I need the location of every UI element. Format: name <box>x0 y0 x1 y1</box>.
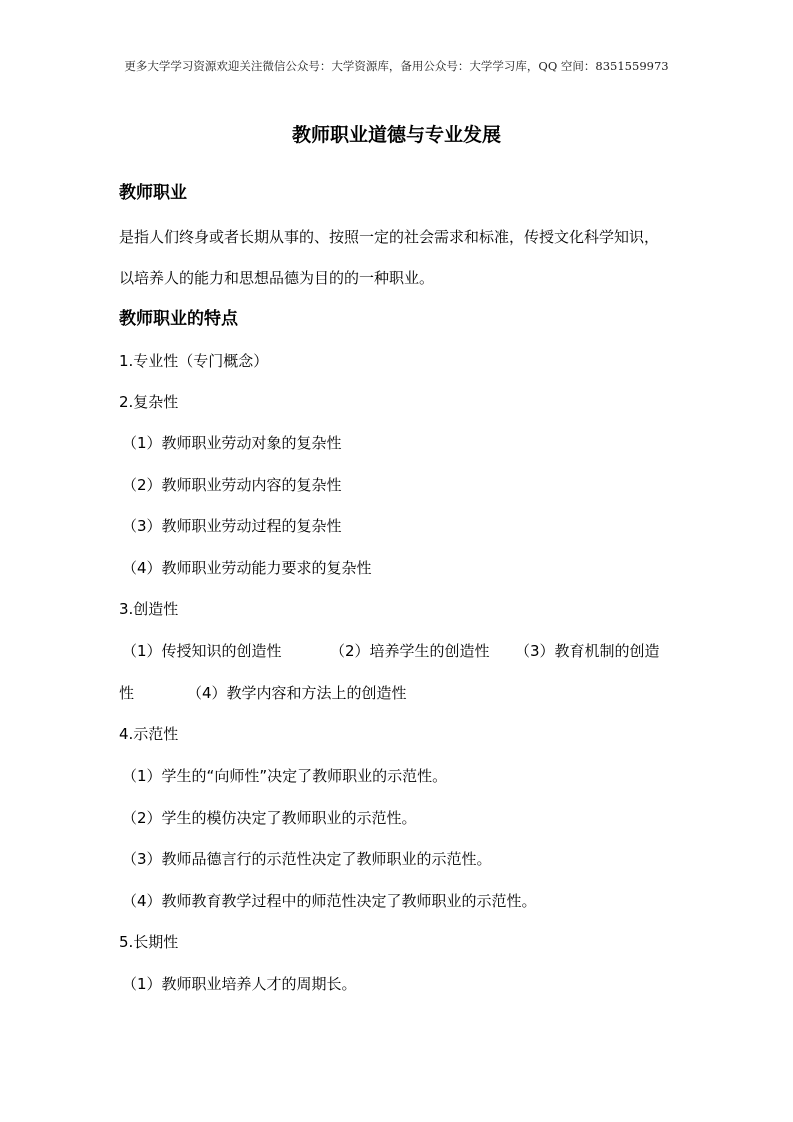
list-item: （3）教师品德言行的示范性决定了教师职业的示范性。 <box>122 850 492 868</box>
list-item: （4）教师职业劳动能力要求的复杂性 <box>122 559 372 577</box>
list-item: （1）教师职业劳动对象的复杂性 <box>122 434 342 452</box>
list-item: （3）教师职业劳动过程的复杂性 <box>122 517 342 535</box>
list-item: （2）学生的模仿决定了教师职业的示范性。 <box>122 809 417 827</box>
list-item: （2）教师职业劳动内容的复杂性 <box>122 476 342 494</box>
list-item: 4.示范性 <box>119 725 179 743</box>
list-item: （1）教师职业培养人才的周期长。 <box>122 975 357 993</box>
list-item: （3）教育机制的创造 <box>515 642 660 660</box>
list-item: （4）教师教育教学过程中的师范性决定了教师职业的示范性。 <box>122 892 537 910</box>
section-heading: 教师职业的特点 <box>119 309 238 329</box>
list-item: 性 <box>119 684 135 702</box>
list-item: （1）传授知识的创造性 <box>122 642 282 660</box>
document-title: 教师职业道德与专业发展 <box>291 124 501 146</box>
list-item: （2）培养学生的创造性 <box>330 642 490 660</box>
section-heading: 教师职业 <box>119 183 187 203</box>
paragraph-line: 是指人们终身或者长期从事的、按照一定的社会需求和标准，传授文化科学知识， <box>119 228 660 246</box>
list-item: （4）教学内容和方法上的创造性 <box>187 684 407 702</box>
list-item: （1）学生的“向师性”决定了教师职业的示范性。 <box>122 767 448 785</box>
page-header: 更多大学学习资源欢迎关注微信公众号：大学资源库，备用公众号：大学学习库，QQ 空间：8351559973 <box>124 59 669 73</box>
paragraph-line: 以培养人的能力和思想品德为目的的一种职业。 <box>119 269 435 287</box>
list-item: 1.专业性（专门概念） <box>119 352 269 370</box>
list-item: 3.创造性 <box>119 600 179 618</box>
list-item: 5.长期性 <box>119 933 179 951</box>
list-item: 2.复杂性 <box>119 393 179 411</box>
